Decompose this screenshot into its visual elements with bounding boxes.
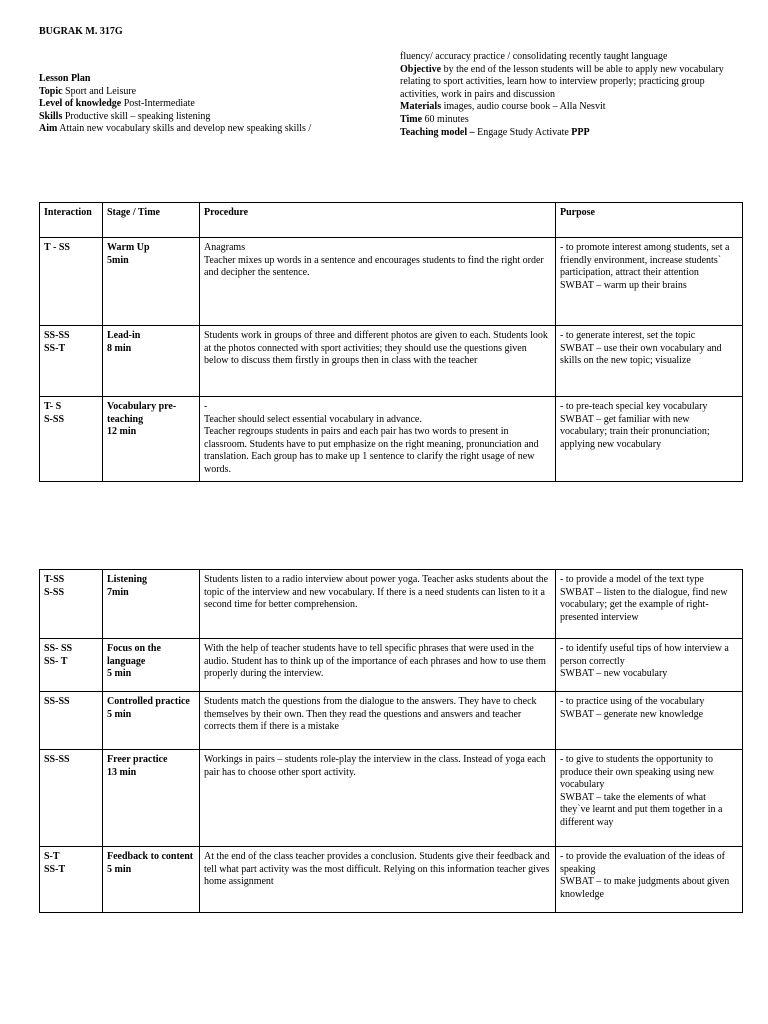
stage-cell: Lead-in 8 min — [103, 326, 200, 397]
interaction-cell: SS-SS — [40, 692, 103, 750]
procedure-cell: Anagrams Teacher mixes up words in a sentence and encourages students to find the right order and decipher the sentence. — [200, 238, 556, 326]
interaction-cell: S-T SS-T — [40, 847, 103, 913]
stage-cell: Warm Up 5min — [103, 238, 200, 326]
table-row — [40, 639, 743, 692]
purpose-cell: - to pre-teach special key vocabulary SWBAT – get familiar with new vocabulary; train their pronunciation; applying new vocabulary — [556, 397, 743, 482]
column-header: Purpose — [556, 203, 743, 238]
table-row — [40, 238, 743, 326]
stage-cell: Feedback to content 5 min — [103, 847, 200, 913]
table-row — [40, 692, 743, 750]
table-row — [40, 326, 743, 397]
stage-cell: Listening 7min — [103, 570, 200, 639]
purpose-cell: - to give to students the opportunity to produce their own speaking using new vocabulary SWBAT – take the elements of what they`ve learnt and put them together in a different way — [556, 750, 743, 847]
procedure-cell: With the help of teacher students have to tell specific phrases that were used in the audio. Student has to think up of the importance of each phrases and how to use them properly during the interview. — [200, 639, 556, 692]
procedure-cell: - Teacher should select essential vocabulary in advance. Teacher regroups students in pairs and each pair has two words to present in classroom. Students have to put emphasize on the right meaning, pronunciation and translation. Each group has to make up 1 sentence to clarify the right usage of new words. — [200, 397, 556, 482]
purpose-cell: - to generate interest, set the topic SWBAT – use their own vocabulary and skills on the new topic; visualize — [556, 326, 743, 397]
table-row — [40, 570, 743, 639]
procedure-cell: At the end of the class teacher provides a conclusion. Students give their feedback and tell what part activity was the most difficult. Relying on this information teacher gives home assignment — [200, 847, 556, 913]
lesson-table-1 — [39, 202, 743, 482]
column-header: Interaction — [40, 203, 103, 238]
column-header: Procedure — [200, 203, 556, 238]
interaction-cell: SS- SS SS- T — [40, 639, 103, 692]
stage-cell: Controlled practice 5 min — [103, 692, 200, 750]
purpose-cell: - to provide a model of the text type SWBAT – listen to the dialogue, find new vocabulary; get the example of right-presented interview — [556, 570, 743, 639]
procedure-cell: Students work in groups of three and different photos are given to each. Students look at the photos connected with sport activities; they should use the questions given below to discuss them firstly in groups then in class with the teacher — [200, 326, 556, 397]
stage-cell: Vocabulary pre-teaching 12 min — [103, 397, 200, 482]
interaction-cell: T- S S-SS — [40, 397, 103, 482]
skills-line: Skills Productive skill – speaking listening — [39, 110, 211, 122]
lesson-info-right — [400, 51, 730, 139]
interaction-cell: T-SS S-SS — [40, 570, 103, 639]
purpose-cell: - to provide the evaluation of the ideas of speaking SWBAT – to make judgments about given knowledge — [556, 847, 743, 913]
lesson-table-2 — [39, 569, 743, 913]
interaction-cell: SS-SS SS-T — [40, 326, 103, 397]
stage-cell: Freer practice 13 min — [103, 750, 200, 847]
aim-continuation: fluency/ accuracy practice / consolidating recently taught language — [400, 51, 668, 62]
objective-line: Objective by the end of the lesson students will be able to apply new vocabulary relating to sport activities, learn how to interview properly; practicing group activities, work in pairs and discussion — [400, 63, 724, 100]
topic-line: Topic Sport and Leisure — [39, 85, 137, 97]
aim-line: Aim Attain new vocabulary skills and develop new speaking skills / — [39, 123, 312, 135]
time-line: Time 60 minutes — [400, 113, 469, 125]
purpose-cell: - to identify useful tips of how interview a person correctly SWBAT – new vocabulary — [556, 639, 743, 692]
materials-line: Materials images, audio course book – Alla Nesvit — [400, 101, 606, 113]
purpose-cell: - to practice using of the vocabulary SWBAT – generate new knowledge — [556, 692, 743, 750]
interaction-cell: SS-SS — [40, 750, 103, 847]
procedure-cell: Students match the questions from the dialogue to the answers. They have to check themselves by their own. Then they read the questions and answers and teacher corrects them if there is a mistake — [200, 692, 556, 750]
stage-cell: Focus on the language 5 min — [103, 639, 200, 692]
procedure-cell: Students listen to a radio interview about power yoga. Teacher asks students about the topic of the interview and new vocabulary. If there is a need students can listen to it a second time for better comprehension. — [200, 570, 556, 639]
column-header: Stage / Time — [103, 203, 200, 238]
interaction-cell: T - SS — [40, 238, 103, 326]
purpose-cell: - to promote interest among students, set a friendly environment, increase students` participation, attract their attention SWBAT – warm up their brains — [556, 238, 743, 326]
table-header-row — [40, 203, 743, 238]
teaching-model-line: Teaching model – Engage Study Activate PPP — [400, 126, 590, 138]
level-line: Level of knowledge Post-Intermediate — [39, 98, 195, 110]
lesson-info-left — [39, 73, 389, 136]
procedure-cell: Workings in pairs – students role-play the interview in the class. Instead of yoga each pair has to choose other sport activity. — [200, 750, 556, 847]
table-row — [40, 397, 743, 482]
author-name: BUGRAK M. 317G — [39, 26, 123, 37]
table-row — [40, 847, 743, 913]
lesson-plan-title: Lesson Plan — [39, 73, 91, 84]
table-row — [40, 750, 743, 847]
